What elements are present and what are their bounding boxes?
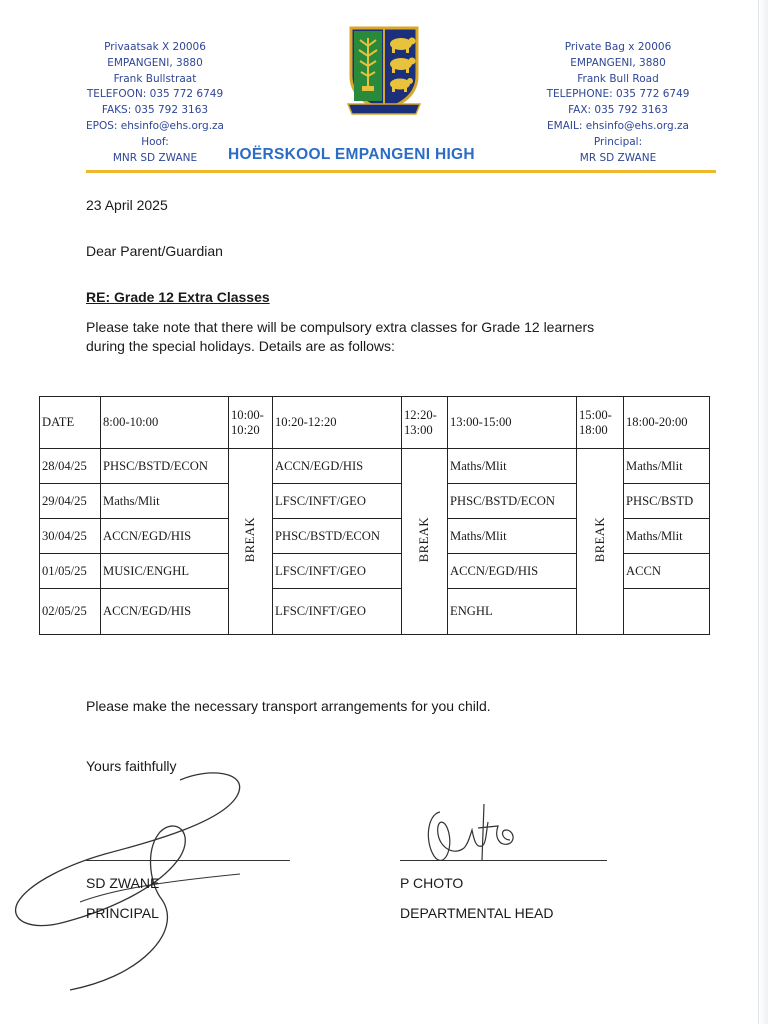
- address-line: EPOS: ehsinfo@ehs.org.za: [86, 119, 224, 132]
- row-date: 30/04/25: [40, 519, 101, 554]
- header-break-3-end: 18:00: [579, 422, 608, 437]
- head-title: DEPARTMENTAL HEAD: [400, 905, 554, 921]
- english-address-block: [528, 40, 708, 166]
- row-session-3: Maths/Mlit: [448, 449, 577, 484]
- address-line: EMPANGENI, 3880: [107, 56, 203, 69]
- row-session-4: [624, 589, 710, 635]
- head-signature-icon: [420, 800, 530, 872]
- closing: Yours faithfully: [86, 758, 177, 774]
- school-crest-icon: [345, 24, 423, 116]
- row-session-2: LFSC/INFT/GEO: [273, 484, 402, 519]
- header-break-3: [577, 397, 624, 449]
- address-line: TELEFOON: 035 772 6749: [86, 88, 224, 101]
- row-session-2: LFSC/INFT/GEO: [273, 554, 402, 589]
- header-break-2: [402, 397, 448, 449]
- header-break-2-end: 13:00: [404, 422, 433, 437]
- intro-line: Please take note that there will be compulsory extra classes for Grade 12 learners: [86, 319, 595, 335]
- header-break-3-start: 15:00-: [579, 407, 612, 422]
- letter-subject: RE: Grade 12 Extra Classes: [86, 289, 270, 305]
- break-cell-2: [402, 449, 448, 635]
- page-edge: [758, 0, 768, 1024]
- header-session-3: 13:00-15:00: [448, 397, 577, 449]
- header-break-1-start: 10:00-: [231, 407, 264, 422]
- school-name: HOËRSKOOL EMPANGENI HIGH: [228, 146, 475, 163]
- address-line: FAX: 035 792 3163: [568, 104, 668, 117]
- address-line: MR SD ZWANE: [579, 151, 657, 164]
- row-session-4: Maths/Mlit: [624, 449, 710, 484]
- row-date: 29/04/25: [40, 484, 101, 519]
- row-date: 01/05/25: [40, 554, 101, 589]
- row-date: 28/04/25: [40, 449, 101, 484]
- head-name: P CHOTO: [400, 875, 464, 891]
- row-session-1: Maths/Mlit: [101, 484, 229, 519]
- letterhead-divider: [86, 170, 716, 173]
- header-break-1-end: 10:20: [231, 422, 260, 437]
- row-date: 02/05/25: [40, 589, 101, 635]
- header-session-4: 18:00-20:00: [624, 397, 710, 449]
- header-session-1: 8:00-10:00: [101, 397, 229, 449]
- row-session-1: PHSC/BSTD/ECON: [101, 449, 229, 484]
- header-date: DATE: [40, 397, 101, 449]
- header-session-2: 10:20-12:20: [273, 397, 402, 449]
- address-line: EMPANGENI, 3880: [570, 56, 666, 69]
- afrikaans-address-block: [76, 40, 234, 166]
- row-session-1: ACCN/EGD/HIS: [101, 519, 229, 554]
- row-session-4: PHSC/BSTD: [624, 484, 710, 519]
- address-line: FAKS: 035 792 3163: [101, 104, 209, 117]
- row-session-1: MUSIC/ENGHL: [101, 554, 229, 589]
- intro-paragraph: [86, 318, 594, 356]
- intro-line: during the special holidays. Details are as follows:: [86, 338, 395, 354]
- table-row: [40, 449, 710, 484]
- header-break-2-start: 12:20-: [404, 407, 437, 422]
- address-line: Privaatsak X 20006: [104, 41, 206, 53]
- table-header-row: [40, 397, 710, 449]
- address-line: TELEPHONE: 035 772 6749: [546, 88, 690, 101]
- principal-title: PRINCIPAL: [86, 905, 159, 921]
- row-session-2: ACCN/EGD/HIS: [273, 449, 402, 484]
- break-label: BREAK: [592, 516, 607, 563]
- row-session-1: ACCN/EGD/HIS: [101, 589, 229, 635]
- address-line: EMAIL: ehsinfo@ehs.org.za: [547, 119, 689, 132]
- header-break-1: [229, 397, 273, 449]
- row-session-2: PHSC/BSTD/ECON: [273, 519, 402, 554]
- row-session-3: PHSC/BSTD/ECON: [448, 484, 577, 519]
- address-line: MNR SD ZWANE: [112, 151, 198, 164]
- address-line: Private Bag x 20006: [564, 41, 672, 53]
- address-line: Principal:: [593, 135, 643, 148]
- address-line: Hoof:: [141, 135, 169, 148]
- row-session-3: Maths/Mlit: [448, 519, 577, 554]
- extra-classes-schedule-table: [39, 396, 710, 635]
- address-line: Frank Bullstraat: [113, 72, 197, 85]
- row-session-3: ENGHL: [448, 589, 577, 635]
- break-cell-3: [577, 449, 624, 635]
- row-session-2: LFSC/INFT/GEO: [273, 589, 402, 635]
- break-cell-1: [229, 449, 273, 635]
- principal-name: SD ZWANE: [86, 875, 160, 891]
- break-label: BREAK: [417, 516, 431, 563]
- row-session-3: ACCN/EGD/HIS: [448, 554, 577, 589]
- break-label: BREAK: [243, 516, 257, 563]
- row-session-4: ACCN: [624, 554, 710, 589]
- address-line: Frank Bull Road: [577, 72, 659, 85]
- letter-date: 23 April 2025: [86, 197, 168, 213]
- row-session-4: Maths/Mlit: [624, 519, 710, 554]
- transport-note: Please make the necessary transport arrangements for you child.: [86, 698, 491, 714]
- salutation: Dear Parent/Guardian: [86, 243, 223, 259]
